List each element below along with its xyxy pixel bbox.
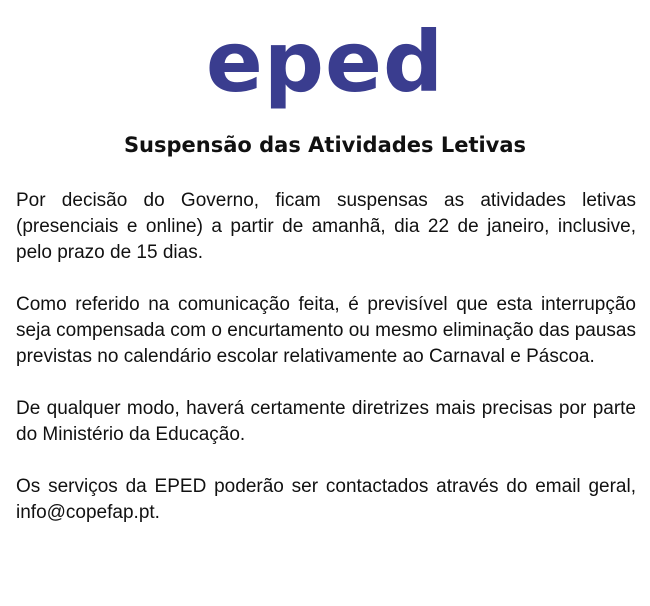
paragraph-contact: Os serviços da EPED poderão ser contactados através do email geral, info@copefap.pt.	[16, 476, 636, 523]
eped-logo: eped	[205, 13, 445, 111]
paragraph-compensation: Como referido na comunicação feita, é previsível que esta interrupção seja compensada com o encurtamento ou mesmo eliminação das pausas previstas no calendário escolar relativamente ao Carnaval e Páscoa.	[16, 294, 636, 367]
paragraph-guidelines: De qualquer modo, haverá certamente diretrizes mais precisas por parte do Ministério da Educação.	[16, 398, 636, 445]
paragraph-suspension: Por decisão do Governo, ficam suspensas as atividades letivas (presenciais e online) a partir de amanhã, dia 22 de janeiro, inclusive, pelo prazo de 15 dias.	[16, 190, 636, 263]
notice-body	[16, 188, 636, 526]
page-title: Suspensão das Atividades Letivas	[123, 133, 527, 157]
